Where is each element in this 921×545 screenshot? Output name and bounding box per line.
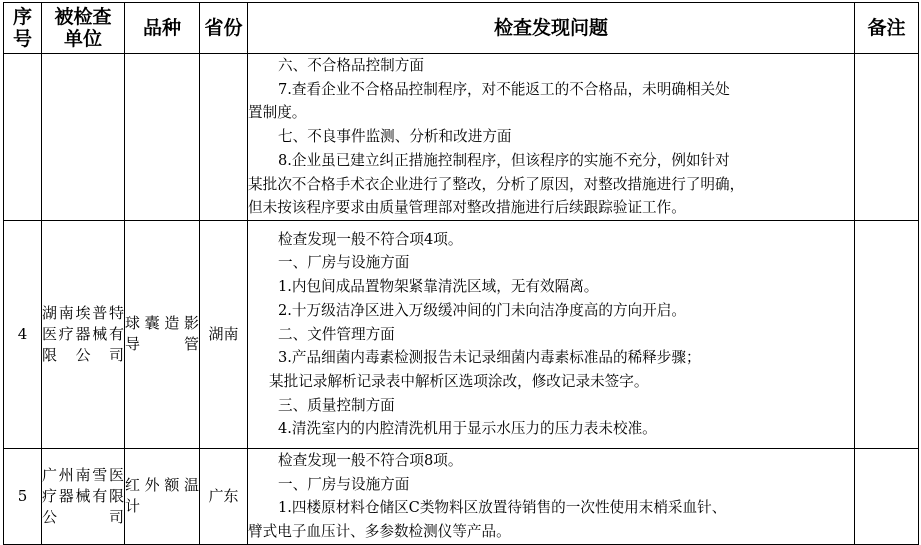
issue-line: 二、文件管理方面 bbox=[278, 325, 395, 343]
row-variety: 球囊造影导管 bbox=[125, 220, 200, 448]
header-remarks: 备注 bbox=[855, 3, 919, 54]
issue-line: 六、不合格品控制方面 bbox=[278, 57, 424, 74]
row-seq: 5 bbox=[4, 448, 42, 544]
header-variety: 品种 bbox=[125, 3, 200, 54]
issue-line: 一、厂房与设施方面 bbox=[278, 475, 410, 493]
row-seq: 4 bbox=[4, 220, 42, 448]
inspection-table bbox=[3, 2, 919, 545]
issue-line: 3.产品细菌内毒素检测报告未记录细菌内毒素标准品的稀释步骤； bbox=[278, 349, 701, 367]
row-unit bbox=[42, 54, 125, 221]
row-remarks bbox=[855, 54, 919, 221]
issue-line: 某批次不合格手术衣企业进行了整改，分析了原因，对整改措施进行了明确， bbox=[248, 175, 745, 193]
issue-line: 1.四楼原材料仓储区C类物料区放置待销售的一次性使用末梢采血针、 bbox=[278, 499, 727, 517]
header-seq: 序号 bbox=[4, 3, 42, 54]
issue-line: 但未按该程序要求由质量管理部对整改措施进行后续跟踪验证工作。 bbox=[248, 199, 686, 217]
issue-line: 七、不良事件监测、分析和改进方面 bbox=[278, 128, 512, 146]
row-issues bbox=[248, 448, 855, 544]
table-row bbox=[4, 448, 919, 544]
row-seq bbox=[4, 54, 42, 221]
table-row bbox=[4, 54, 919, 221]
header-unit: 被检查单位 bbox=[42, 3, 125, 54]
issue-line: 4.清洗室内的内腔清洗机用于显示水压力的压力表未校准。 bbox=[278, 420, 657, 438]
row-issues bbox=[248, 220, 855, 448]
issue-line: 8.企业虽已建立纠正措施控制程序，但该程序的实施不充分，例如针对 bbox=[278, 151, 730, 169]
row-issues bbox=[248, 54, 855, 221]
header-row bbox=[4, 3, 919, 54]
row-variety: 红外额温计 bbox=[125, 448, 200, 544]
issue-line: 检查发现一般不符合项4项。 bbox=[278, 230, 463, 248]
table-row bbox=[4, 220, 919, 448]
issue-line: 一、厂房与设施方面 bbox=[278, 254, 410, 272]
issue-line: 1.内包间成品置物架紧靠清洗区域，无有效隔离。 bbox=[278, 278, 599, 296]
header-province: 省份 bbox=[200, 3, 248, 54]
row-province: 湖南 bbox=[200, 220, 248, 448]
header-issues: 检查发现问题 bbox=[248, 3, 855, 54]
issue-line: 臂式电子血压计、多参数检测仪等产品。 bbox=[248, 523, 511, 541]
issue-line: 某批记录解析记录表中解析区选项涂改，修改记录未签字。 bbox=[269, 372, 649, 390]
row-remarks bbox=[855, 220, 919, 448]
row-province: 广东 bbox=[200, 448, 248, 544]
issue-line: 7.查看企业不合格品控制程序，对不能返工的不合格品，未明确相关处 bbox=[278, 80, 730, 98]
issue-line: 检查发现一般不符合项8项。 bbox=[278, 451, 463, 469]
issue-line: 三、质量控制方面 bbox=[278, 396, 395, 414]
row-variety bbox=[125, 54, 200, 221]
row-unit: 广州南雪医疗器械有限公司 bbox=[42, 448, 125, 544]
row-remarks bbox=[855, 448, 919, 544]
row-unit: 湖南埃普特医疗器械有限公司 bbox=[42, 220, 125, 448]
issue-line: 2.十万级洁净区进入万级缓冲间的门未向洁净度高的方向开启。 bbox=[278, 301, 686, 319]
row-province bbox=[200, 54, 248, 221]
issue-line: 置制度。 bbox=[248, 104, 307, 122]
